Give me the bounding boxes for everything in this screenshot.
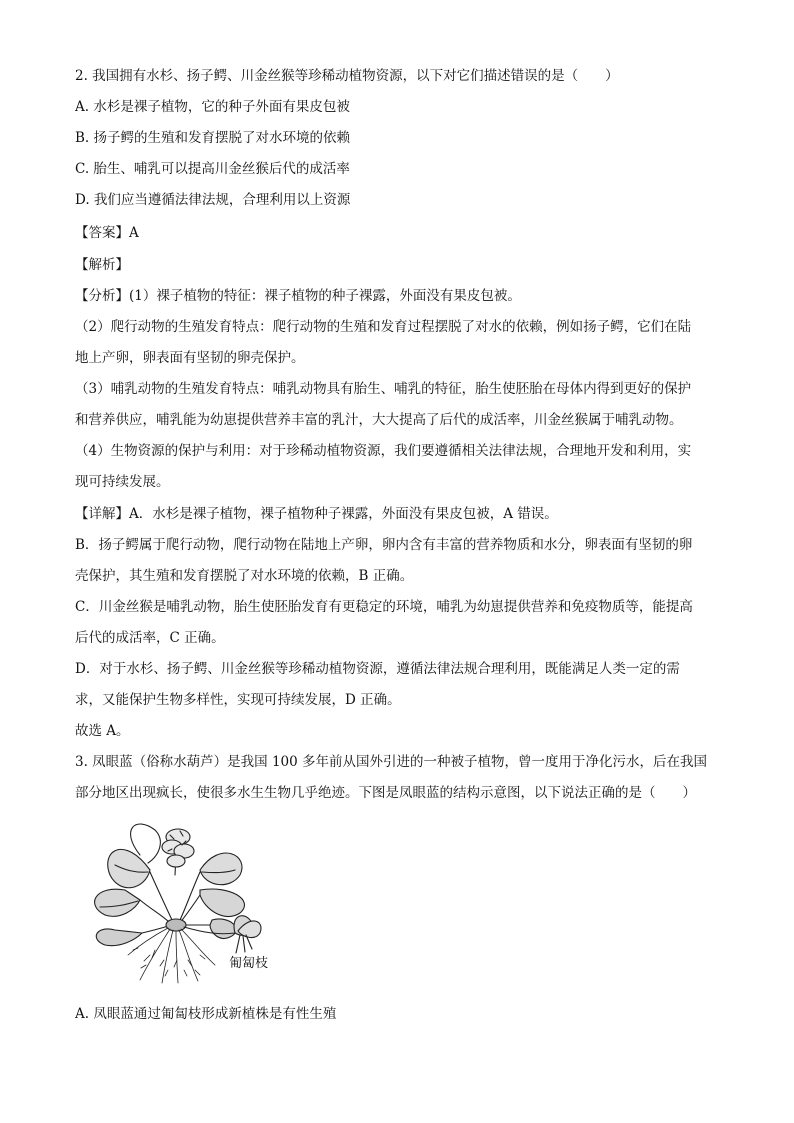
q2-option-b: B. 扬子鳄的生殖和发育摆脱了对水环境的依赖: [75, 130, 351, 146]
q2-option-c: C. 胎生、哺乳可以提高川金丝猴后代的成活率: [75, 161, 350, 177]
q2-answer: 【答案】A: [75, 225, 139, 241]
daughter-plant: [234, 916, 261, 953]
q3-stem-line: 部分地区出现疯长，使很多水生生物几乎绝迹。下图是凤眼蓝的结构示意图，以下说法正确的是（ ）: [75, 785, 696, 801]
analysis-line: C．川金丝猴是哺乳动物，胎生使胚胎发育有更稳定的环境，哺乳为幼崽提供营养和免疫物质等，能提高: [75, 599, 693, 615]
analysis-line: 壳保护，其生殖和发育摆脱了对水环境的依赖，B 正确。: [75, 568, 414, 584]
q2-analysis-title: 【解析】: [75, 257, 129, 273]
analysis-line: D．对于水杉、扬子鳄、川金丝猴等珍稀动植物资源，遵循法律法规合理利用，既能满足人类一定的需: [75, 661, 680, 677]
analysis-line: （4）生物资源的保护与利用：对于珍稀动植物资源，我们要遵循相关法律法规，合理地开发和利用，实: [75, 443, 692, 459]
analysis-line: 故选 A。: [75, 723, 130, 739]
analysis-line: 后代的成活率，C 正确。: [75, 630, 225, 646]
analysis-line: 和营养供应，哺乳能为幼崽提供营养丰富的乳汁，大大提高了后代的成活率，川金丝猴属于哺乳动物。: [75, 412, 683, 428]
analysis-line: 地上产卵，卵表面有坚韧的卵壳保护。: [75, 350, 305, 366]
analysis-line: 现可持续发展。: [75, 474, 170, 490]
analysis-line: B．扬子鳄属于爬行动物，爬行动物在陆地上产卵，卵内含有丰富的营养物质和水分，卵表面有坚韧的卵: [75, 537, 693, 553]
q2-stem: 2. 我国拥有水杉、扬子鳄、川金丝猴等珍稀动植物资源，以下对它们描述错误的是（ ）: [75, 68, 619, 84]
analysis-line: 【分析】(1）裸子植物的特征：裸子植物的种子裸露，外面没有果皮包被。: [75, 288, 521, 304]
analysis-line: （2）爬行动物的生殖发育特点：爬行动物的生殖和发育过程摆脱了对水的依赖，例如扬子鳄，它们在陆: [75, 319, 692, 335]
analysis-line: （3）哺乳动物的生殖发育特点：哺乳动物具有胎生、哺乳的特征，胎生使胚胎在母体内得到更好的保护: [75, 381, 692, 397]
stolon-label: 匍匐枝: [229, 956, 269, 971]
q3-option-a: A. 凤眼蓝通过匍匐枝形成新植株是有性生殖: [75, 1006, 337, 1022]
analysis-line: 求，又能保护生物多样性，实现可持续发展，D 正确。: [75, 692, 401, 708]
q2-option-d: D. 我们应当遵循法律法规，合理利用以上资源: [75, 192, 351, 208]
flower-cluster: [162, 829, 194, 867]
q3-stem-line: 3. 凤眼蓝（俗称水葫芦）是我国 100 多年前从国外引进的一种被子植物，曾一度用于净化污水，后在我国: [75, 754, 708, 770]
roots: [128, 928, 215, 983]
q2-option-a: A. 水杉是裸子植物，它的种子外面有果皮包被: [75, 99, 350, 115]
analysis-line: 【详解】A．水杉是裸子植物，裸子植物种子裸露，外面没有果皮包被，A 错误。: [75, 506, 558, 522]
